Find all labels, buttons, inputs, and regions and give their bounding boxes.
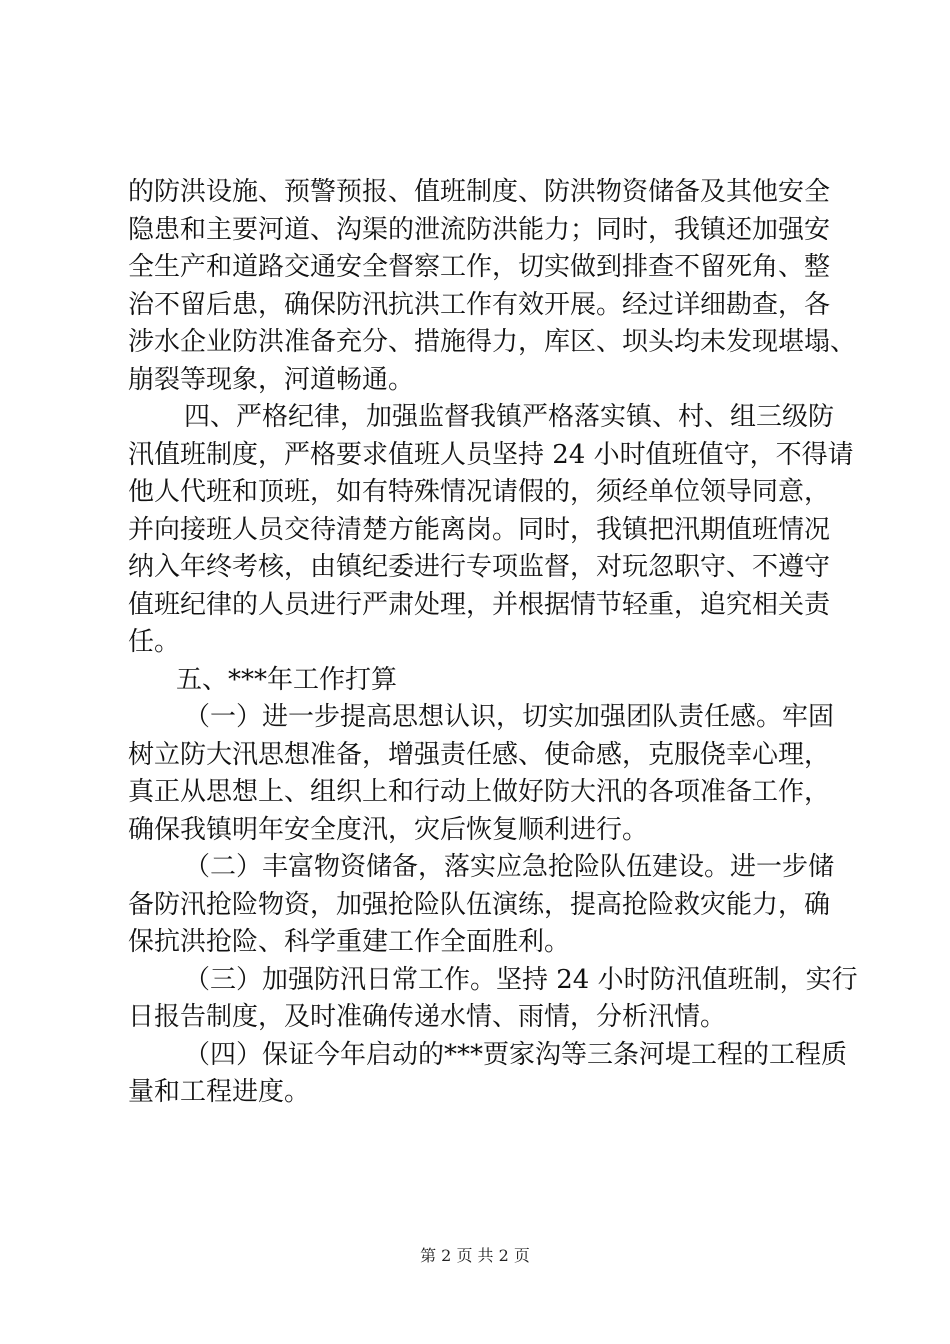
text-line: 涉水企业防洪准备充分、措施得力，库区、坝头均未发现堪塌、: [128, 327, 857, 357]
list-item-2: （二）丰富物资储备，落实应急抢险队伍建设。进一步储: [184, 852, 835, 882]
section-heading-4: 四、严格纪律，加强监督我镇严格落实镇、村、组三级防: [184, 402, 835, 432]
text-line: 崩裂等现象，河道畅通。: [128, 364, 415, 395]
text-line: 确保我镇明年安全度汛，灾后恢复顺利进行。: [128, 814, 649, 845]
text-line: 日报告制度，及时准确传递水情、雨情，分析汛情。: [128, 1002, 727, 1032]
text-line: 纳入年终考核，由镇纪委进行专项监督，对玩忽职守、不遵守: [128, 552, 831, 582]
list-item-4: （四）保证今年启动的***贾家沟等三条河堤工程的工程质: [184, 1039, 848, 1070]
text-line: 全生产和道路交通安全督察工作，切实做到排查不留死角、整: [128, 252, 831, 282]
text-line: 汛值班制度，严格要求值班人员坚持 24 小时值班值守，不得请: [128, 439, 854, 470]
text-line: 隐患和主要河道、沟渠的泄流防洪能力；同时，我镇还加强安: [128, 214, 831, 245]
section-heading-5: 五、***年工作打算: [176, 664, 398, 695]
text-line: 量和工程进度。: [128, 1077, 311, 1107]
list-item-3: （三）加强防汛日常工作。坚持 24 小时防汛值班制，实行: [184, 964, 858, 995]
text-line: 的防洪设施、预警预报、值班制度、防洪物资储备及其他安全: [128, 177, 831, 207]
text-line: 治不留后患，确保防汛抗洪工作有效开展。经过详细勘查，各: [128, 289, 831, 320]
text-line: 任。: [128, 627, 181, 657]
page-number-footer: 第 2 页 共 2 页: [420, 1246, 530, 1265]
text-line: 备防汛抢险物资，加强抢险队伍演练，提高抢险救灾能力，确: [128, 889, 831, 920]
list-item-1: （一）进一步提高思想认识，切实加强团队责任感。牢固: [184, 702, 835, 732]
text-line: 保抗洪抢险、科学重建工作全面胜利。: [128, 927, 571, 957]
text-line: 他人代班和顶班，如有特殊情况请假的，须经单位领导同意，: [128, 477, 831, 507]
document-body: [128, 174, 858, 1112]
text-line: 并向接班人员交待清楚方能离岗。同时，我镇把汛期值班情况: [128, 514, 831, 545]
text-line: 树立防大汛思想准备，增强责任感、使命感，克服侥幸心理，: [128, 739, 831, 770]
text-line: 真正从思想上、组织上和行动上做好防大汛的各项准备工作，: [128, 777, 831, 807]
text-line: 值班纪律的人员进行严肃处理，并根据情节轻重，追究相关责: [128, 589, 831, 620]
